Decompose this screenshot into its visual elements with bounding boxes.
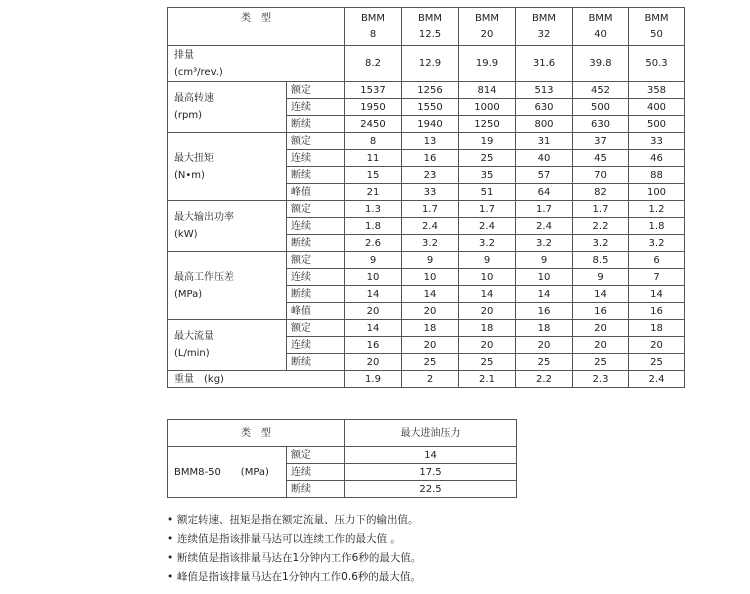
value-cell: 35 <box>459 167 516 184</box>
value-cell: 14 <box>573 286 629 303</box>
note-item <box>167 511 421 530</box>
value-cell: 3.2 <box>402 235 459 252</box>
weight-row <box>168 371 685 388</box>
model-name: BMM <box>417 13 443 24</box>
value-cell: 88 <box>629 167 685 184</box>
value-cell: 20 <box>345 354 402 371</box>
table-row <box>168 133 685 150</box>
group-unit: (kW) <box>174 229 198 240</box>
value-cell: 2 <box>402 371 459 388</box>
sub-label: 断续 <box>287 286 345 303</box>
sub-label: 断续 <box>287 481 345 498</box>
value-cell: 18 <box>516 320 573 337</box>
value-cell: 18 <box>629 320 685 337</box>
sub-label: 峰值 <box>287 184 345 201</box>
value-cell: 20 <box>516 337 573 354</box>
value-cell: 33 <box>629 133 685 150</box>
value-cell: 14 <box>345 447 517 464</box>
table-row <box>168 320 685 337</box>
value-cell: 358 <box>629 82 685 99</box>
sub-label: 额定 <box>287 447 345 464</box>
group-label: 最大扭矩 <box>174 152 214 164</box>
value-cell: 20 <box>345 303 402 320</box>
value-cell: 46 <box>629 150 685 167</box>
displacement-label: 排量 <box>174 49 194 61</box>
sub-label: 连续 <box>287 337 345 354</box>
value-cell: 9 <box>345 252 402 269</box>
note-text: 额定转速、扭矩是指在额定流量、压力下的输出值。 <box>177 514 419 526</box>
displacement-row <box>168 46 685 82</box>
value-cell: 2.1 <box>459 371 516 388</box>
value-cell: 452 <box>573 82 629 99</box>
value-cell: 40 <box>516 150 573 167</box>
value-cell: 513 <box>516 82 573 99</box>
note-text: 峰值是指该排量马达在1分钟内工作0.6秒的最大值。 <box>177 571 421 583</box>
value-cell: 1950 <box>345 99 402 116</box>
value-cell: 8.5 <box>573 252 629 269</box>
value-cell: 25 <box>402 354 459 371</box>
value-cell: 25 <box>629 354 685 371</box>
model-size: 50 <box>650 29 663 40</box>
sub-label: 连续 <box>287 99 345 116</box>
value-cell: 3.2 <box>573 235 629 252</box>
sub-label: 连续 <box>287 150 345 167</box>
value-cell: 3.2 <box>516 235 573 252</box>
group-unit: (rpm) <box>174 110 203 121</box>
value-cell: 10 <box>345 269 402 286</box>
value-cell: 1.8 <box>345 218 402 235</box>
value-cell: 14 <box>629 286 685 303</box>
value-cell: 9 <box>573 269 629 286</box>
model-size: 40 <box>594 29 607 40</box>
value-cell: 1.7 <box>402 201 459 218</box>
note-item <box>167 530 421 549</box>
type-label: 类 型 <box>241 13 271 24</box>
value-cell: 1256 <box>402 82 459 99</box>
value-cell: 1940 <box>402 116 459 133</box>
value-cell: 2.3 <box>573 371 629 388</box>
model-name: BMM <box>531 13 557 24</box>
value-cell: 16 <box>573 303 629 320</box>
note-text: 连续值是指该排量马达可以连续工作的最大值 。 <box>177 533 401 545</box>
inlet-header-row <box>168 420 517 447</box>
value-cell: 20 <box>629 337 685 354</box>
value-cell: 20 <box>459 337 516 354</box>
model-size: 20 <box>480 29 494 40</box>
sub-label: 峰值 <box>287 303 345 320</box>
group-unit: (MPa) <box>174 288 203 300</box>
model-header-1 <box>402 8 459 46</box>
model-name: BMM <box>474 13 500 24</box>
sub-label: 断续 <box>287 167 345 184</box>
value-cell: 13 <box>402 133 459 150</box>
value-cell: 51 <box>459 184 516 201</box>
value-cell: 8.2 <box>345 46 402 82</box>
table-row <box>168 82 685 99</box>
header-row <box>168 8 685 46</box>
value-cell: 9 <box>459 252 516 269</box>
value-cell: 100 <box>629 184 685 201</box>
group-label-cell <box>168 320 287 371</box>
model-header-5 <box>629 8 685 46</box>
model-name: BMM <box>588 13 613 24</box>
value-cell: 21 <box>345 184 402 201</box>
value-cell: 1.8 <box>629 218 685 235</box>
value-cell: 1000 <box>459 99 516 116</box>
model-size: 32 <box>537 29 551 40</box>
value-cell: 19 <box>459 133 516 150</box>
value-cell: 23 <box>402 167 459 184</box>
bullet-icon: • <box>167 571 174 583</box>
sub-label: 断续 <box>287 235 345 252</box>
value-cell: 3.2 <box>459 235 516 252</box>
value-cell: 16 <box>402 150 459 167</box>
group-label: 最大流量 <box>174 331 214 342</box>
bullet-icon: • <box>167 552 174 564</box>
value-cell: 17.5 <box>345 464 517 481</box>
group-label-cell <box>168 82 287 133</box>
value-cell: 1.2 <box>629 201 685 218</box>
value-cell: 2.4 <box>516 218 573 235</box>
value-cell: 12.9 <box>402 46 459 82</box>
value-cell: 25 <box>573 354 629 371</box>
value-cell: 57 <box>516 167 573 184</box>
sub-label: 连续 <box>287 218 345 235</box>
group-unit: (N•m) <box>174 169 205 181</box>
value-cell: 9 <box>402 252 459 269</box>
sub-label: 连续 <box>287 464 345 481</box>
sub-label: 额定 <box>287 201 345 218</box>
value-cell: 630 <box>573 116 629 133</box>
value-cell: 16 <box>345 337 402 354</box>
inlet-model-label: BMM8-50 (MPa) <box>168 447 287 498</box>
value-cell: 25 <box>459 354 516 371</box>
value-cell: 14 <box>459 286 516 303</box>
weight-label: 重量 (kg) <box>168 371 345 388</box>
value-cell: 20 <box>402 337 459 354</box>
value-cell: 2.6 <box>345 235 402 252</box>
value-cell: 31 <box>516 133 573 150</box>
displacement-unit: (cm³/rev.) <box>174 66 223 78</box>
value-cell: 2.4 <box>459 218 516 235</box>
value-cell: 16 <box>516 303 573 320</box>
value-cell: 14 <box>402 286 459 303</box>
model-size: 12.5 <box>418 29 442 40</box>
value-cell: 22.5 <box>345 481 517 498</box>
group-label-cell <box>168 252 287 320</box>
value-cell: 2.2 <box>516 371 573 388</box>
displacement-label-cell <box>168 46 345 82</box>
group-label: 最大输出功率 <box>174 212 234 223</box>
group-label: 最高工作压差 <box>174 271 234 283</box>
value-cell: 10 <box>516 269 573 286</box>
value-cell: 1250 <box>459 116 516 133</box>
table-row <box>168 201 685 218</box>
model-name: BMM <box>360 13 386 24</box>
model-name: BMM <box>644 13 669 24</box>
value-cell: 37 <box>573 133 629 150</box>
value-cell: 2450 <box>345 116 402 133</box>
value-cell: 20 <box>573 337 629 354</box>
value-cell: 20 <box>573 320 629 337</box>
value-cell: 1.7 <box>516 201 573 218</box>
value-cell: 25 <box>516 354 573 371</box>
model-header-3 <box>516 8 573 46</box>
type-header-cell <box>168 8 345 46</box>
bullet-icon: • <box>167 533 174 545</box>
model-header-2 <box>459 8 516 46</box>
model-size: 8 <box>369 29 377 40</box>
sub-label: 额定 <box>287 320 345 337</box>
value-cell: 1550 <box>402 99 459 116</box>
value-cell: 50.3 <box>629 46 685 82</box>
value-cell: 14 <box>345 286 402 303</box>
value-cell: 3.2 <box>629 235 685 252</box>
model-header-4 <box>573 8 629 46</box>
group-label-cell <box>168 201 287 252</box>
inlet-type-label: 类 型 <box>168 420 345 447</box>
value-cell: 14 <box>516 286 573 303</box>
value-cell: 25 <box>459 150 516 167</box>
value-cell: 15 <box>345 167 402 184</box>
inlet-pressure-table <box>167 419 517 498</box>
value-cell: 31.6 <box>516 46 573 82</box>
value-cell: 2.2 <box>573 218 629 235</box>
value-cell: 1.7 <box>459 201 516 218</box>
value-cell: 18 <box>459 320 516 337</box>
model-header-0 <box>345 8 402 46</box>
value-cell: 20 <box>402 303 459 320</box>
value-cell: 9 <box>516 252 573 269</box>
value-cell: 19.9 <box>459 46 516 82</box>
value-cell: 2.4 <box>629 371 685 388</box>
value-cell: 2.4 <box>402 218 459 235</box>
spec-table <box>167 7 685 388</box>
value-cell: 1537 <box>345 82 402 99</box>
value-cell: 16 <box>629 303 685 320</box>
note-item <box>167 568 421 587</box>
sub-label: 额定 <box>287 133 345 150</box>
group-label: 最高转速 <box>174 93 214 104</box>
inlet-header: 最大进油压力 <box>345 420 517 447</box>
sub-label: 额定 <box>287 82 345 99</box>
sub-label: 断续 <box>287 116 345 133</box>
value-cell: 39.8 <box>573 46 629 82</box>
value-cell: 10 <box>459 269 516 286</box>
value-cell: 500 <box>573 99 629 116</box>
value-cell: 70 <box>573 167 629 184</box>
value-cell: 14 <box>345 320 402 337</box>
notes-list <box>167 511 421 587</box>
value-cell: 18 <box>402 320 459 337</box>
value-cell: 45 <box>573 150 629 167</box>
value-cell: 500 <box>629 116 685 133</box>
bullet-icon: • <box>167 514 174 526</box>
group-unit: (L/min) <box>174 348 210 359</box>
value-cell: 8 <box>345 133 402 150</box>
sub-label: 额定 <box>287 252 345 269</box>
group-label-cell <box>168 133 287 201</box>
value-cell: 6 <box>629 252 685 269</box>
value-cell: 1.7 <box>573 201 629 218</box>
note-text: 断续值是指该排量马达在1分钟内工作6秒的最大值。 <box>177 552 422 564</box>
table-row <box>168 252 685 269</box>
value-cell: 64 <box>516 184 573 201</box>
value-cell: 7 <box>629 269 685 286</box>
value-cell: 33 <box>402 184 459 201</box>
value-cell: 1.3 <box>345 201 402 218</box>
value-cell: 800 <box>516 116 573 133</box>
sub-label: 断续 <box>287 354 345 371</box>
value-cell: 814 <box>459 82 516 99</box>
value-cell: 400 <box>629 99 685 116</box>
value-cell: 10 <box>402 269 459 286</box>
value-cell: 11 <box>345 150 402 167</box>
value-cell: 630 <box>516 99 573 116</box>
value-cell: 20 <box>459 303 516 320</box>
sub-label: 连续 <box>287 269 345 286</box>
note-item <box>167 549 421 568</box>
value-cell: 82 <box>573 184 629 201</box>
inlet-row <box>168 447 517 464</box>
value-cell: 1.9 <box>345 371 402 388</box>
